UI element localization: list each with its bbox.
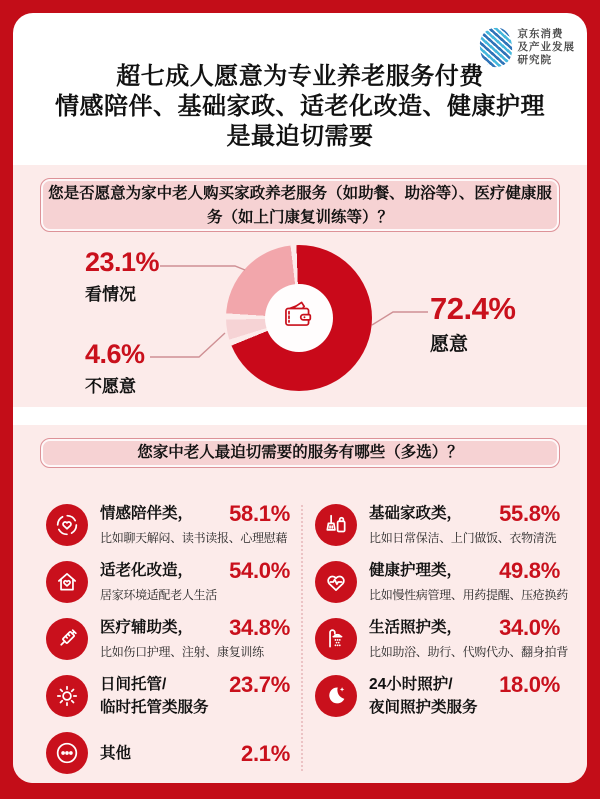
service-name: 基础家政类， bbox=[369, 505, 463, 522]
moon-icon bbox=[315, 675, 357, 717]
title-line-3: 是最迫切需要 bbox=[226, 123, 374, 150]
willing-label: 愿意 bbox=[430, 334, 469, 355]
services-column-left bbox=[46, 503, 290, 775]
infographic-card bbox=[13, 13, 587, 783]
broom-icon bbox=[315, 504, 357, 546]
house-heart-icon bbox=[46, 561, 88, 603]
column-divider bbox=[301, 505, 303, 771]
service-name: 情感陪伴类， bbox=[100, 505, 194, 522]
willing-percent: 72.4% bbox=[430, 291, 516, 326]
title-line-1: 超七成人愿意为专业养老服务付费 bbox=[116, 63, 484, 90]
page-title bbox=[13, 62, 587, 152]
service-percent: 55.8% bbox=[499, 501, 560, 526]
service-name: 健康护理类， bbox=[369, 562, 463, 579]
consider-label: 看情况 bbox=[85, 285, 136, 304]
service-row bbox=[46, 503, 290, 547]
service-row bbox=[46, 617, 290, 661]
service-row bbox=[46, 674, 290, 718]
willingness-section bbox=[13, 165, 587, 407]
service-name: 其他 bbox=[100, 744, 132, 762]
syringe-icon bbox=[46, 618, 88, 660]
service-percent: 49.8% bbox=[499, 558, 560, 583]
service-percent: 2.1% bbox=[241, 740, 290, 766]
service-percent: 18.0% bbox=[499, 672, 560, 697]
question-2: 您家中老人最迫切需要的服务有哪些（多选）？ bbox=[40, 438, 560, 468]
donut-center bbox=[265, 284, 333, 352]
service-description: 比如日常保洁、上门做饭、衣物清洗 bbox=[369, 531, 557, 545]
service-percent: 23.7% bbox=[229, 672, 290, 697]
service-percent: 34.8% bbox=[229, 615, 290, 640]
wallet-icon bbox=[279, 297, 319, 339]
service-name: 适老化改造， bbox=[100, 562, 194, 579]
service-row bbox=[315, 674, 560, 718]
service-row bbox=[46, 731, 290, 775]
service-description: 居家环境适配老人生活 bbox=[100, 588, 218, 602]
service-row bbox=[315, 503, 560, 547]
shower-icon bbox=[315, 618, 357, 660]
logo-line: 京东消费 bbox=[517, 28, 564, 40]
sun-icon bbox=[46, 675, 88, 717]
service-name-line-2: 夜间照护类服务 bbox=[369, 699, 478, 716]
service-name-line-2: 临时托管类服务 bbox=[100, 699, 209, 716]
question-1: 您是否愿意为家中老人购买家政养老服务（如助餐、助浴等）、医疗健康服务（如上门康复训练等）？ bbox=[40, 178, 560, 232]
heart-orbit-icon bbox=[46, 504, 88, 546]
service-row bbox=[46, 560, 290, 604]
service-description: 比如助浴、助行、代购代办、翻身拍背 bbox=[369, 645, 568, 659]
logo-line: 研究院 bbox=[517, 54, 552, 66]
logo-line: 及产业发展 bbox=[517, 41, 575, 53]
callout-consider bbox=[85, 249, 159, 305]
service-row bbox=[315, 558, 568, 604]
services-section bbox=[13, 425, 587, 783]
ellipsis-icon bbox=[46, 732, 88, 774]
consider-percent: 23.1% bbox=[85, 247, 160, 277]
callout-unwilling bbox=[85, 341, 145, 397]
unwilling-label: 不愿意 bbox=[85, 377, 136, 396]
service-name: 日间托管/ bbox=[100, 676, 167, 693]
service-percent: 54.0% bbox=[229, 558, 290, 583]
service-description: 比如聊天解闷、读书读报、心理慰藉 bbox=[100, 531, 288, 545]
unwilling-percent: 4.6% bbox=[85, 339, 145, 369]
service-row bbox=[315, 615, 568, 661]
service-name: 24小时照护/ bbox=[369, 676, 453, 693]
callout-willing bbox=[430, 293, 515, 356]
title-line-2: 情感陪伴、基础家政、适老化改造、健康护理 bbox=[55, 93, 545, 120]
service-percent: 34.0% bbox=[499, 615, 560, 640]
service-name: 医疗辅助类， bbox=[100, 619, 194, 636]
service-name: 生活照护类， bbox=[369, 619, 463, 636]
service-description: 比如伤口护理、注射、康复训练 bbox=[100, 645, 264, 659]
services-column-right bbox=[315, 501, 568, 718]
service-description: 比如慢性病管理、用药提醒、压疮换药 bbox=[369, 588, 568, 602]
service-percent: 58.1% bbox=[229, 501, 290, 526]
heart-pulse-icon bbox=[315, 561, 357, 603]
